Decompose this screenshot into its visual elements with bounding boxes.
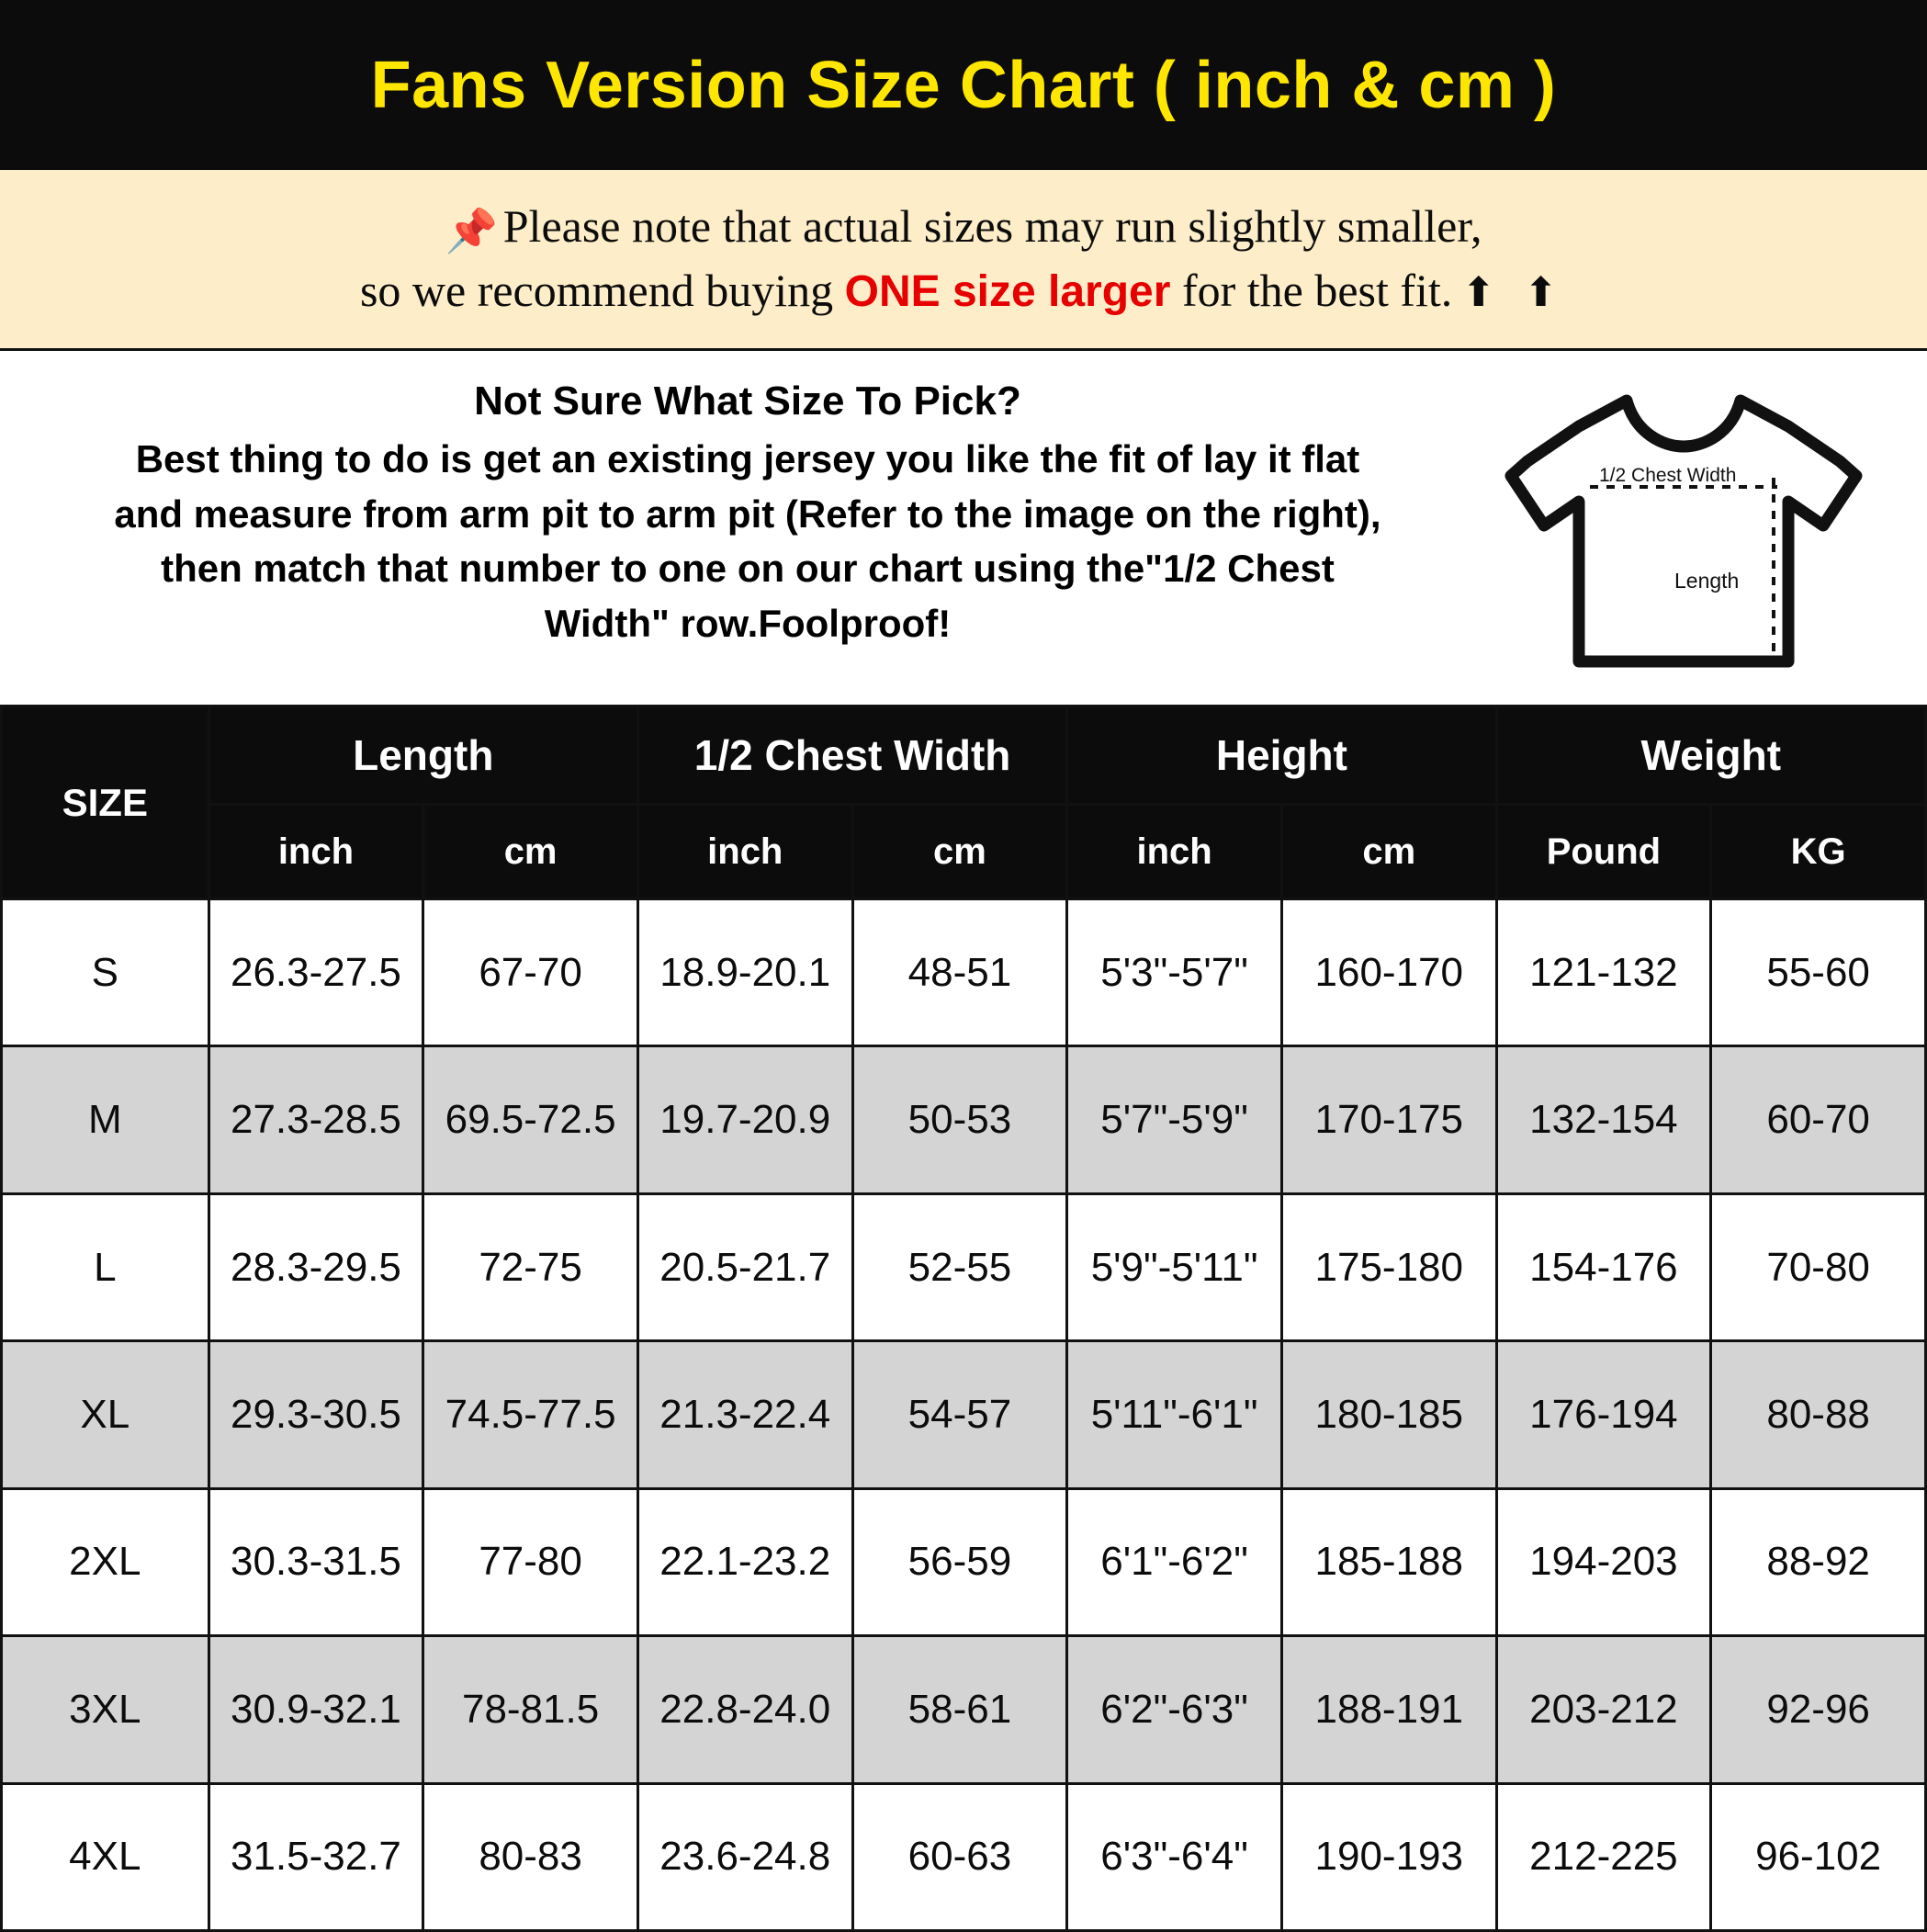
cell-length-inch: 29.3-30.5	[208, 1341, 423, 1488]
cell-height-cm: 180-185	[1281, 1341, 1496, 1488]
cell-chest-cm: 48-51	[852, 899, 1067, 1046]
cell-length-cm: 74.5-77.5	[423, 1341, 638, 1488]
cell-weight-kg: 88-92	[1711, 1488, 1926, 1635]
cell-weight-kg: 80-88	[1711, 1341, 1926, 1488]
cell-weight-kg: 96-102	[1711, 1783, 1926, 1930]
cell-weight-pound: 176-194	[1496, 1341, 1711, 1488]
cell-height-inch: 5'11"-6'1"	[1067, 1341, 1282, 1488]
table-row	[2, 1193, 1926, 1340]
cell-height-inch: 5'9"-5'11"	[1067, 1193, 1282, 1340]
cell-length-inch: 31.5-32.7	[208, 1783, 423, 1930]
header-height-inch: inch	[1067, 805, 1282, 899]
cell-chest-cm: 50-53	[852, 1046, 1067, 1193]
cell-size: S	[2, 899, 209, 1046]
note-banner	[0, 170, 1927, 351]
cell-weight-kg: 60-70	[1711, 1046, 1926, 1193]
cell-size: 3XL	[2, 1636, 209, 1783]
note-accent: ONE size larger	[844, 266, 1171, 316]
cell-length-cm: 72-75	[423, 1193, 638, 1340]
header-group-chest-width: 1/2 Chest Width	[637, 706, 1066, 805]
cell-weight-pound: 203-212	[1496, 1636, 1711, 1783]
cell-chest-inch: 19.7-20.9	[637, 1046, 852, 1193]
table-row	[2, 1046, 1926, 1193]
cell-chest-inch: 20.5-21.7	[637, 1193, 852, 1340]
note-line-2	[37, 260, 1890, 321]
cell-length-inch: 28.3-29.5	[208, 1193, 423, 1340]
cell-height-cm: 190-193	[1281, 1783, 1496, 1930]
cell-weight-pound: 121-132	[1496, 899, 1711, 1046]
cell-length-cm: 67-70	[423, 899, 638, 1046]
cell-weight-kg: 55-60	[1711, 899, 1926, 1046]
cell-length-inch: 30.3-31.5	[208, 1488, 423, 1635]
title-bar	[0, 0, 1927, 170]
cell-chest-inch: 21.3-22.4	[637, 1341, 852, 1488]
cell-size: 2XL	[2, 1488, 209, 1635]
cell-height-cm: 175-180	[1281, 1193, 1496, 1340]
header-chest-cm: cm	[852, 805, 1067, 899]
t-shirt-icon	[1491, 380, 1876, 684]
advice-text-block	[28, 371, 1468, 651]
advice-line-3: then match that number to one on our chart using the"1/2 Chest	[161, 547, 1335, 591]
header-length-cm: cm	[423, 805, 638, 899]
cell-chest-cm: 60-63	[852, 1783, 1067, 1930]
chest-width-label: 1/2 Chest Width	[1599, 465, 1737, 487]
cell-size: 4XL	[2, 1783, 209, 1930]
advice-line-1: Best thing to do is get an existing jersey you like the fit of lay it flat	[135, 437, 1360, 481]
cell-length-inch: 26.3-27.5	[208, 899, 423, 1046]
header-size: SIZE	[2, 706, 209, 899]
size-table	[0, 705, 1927, 1932]
cell-weight-pound: 194-203	[1496, 1488, 1711, 1635]
note-text-2-before: so we recommend buying	[359, 264, 845, 316]
table-body	[2, 899, 1926, 1931]
header-weight-kg: KG	[1711, 805, 1926, 899]
header-group-height: Height	[1067, 706, 1496, 805]
advice-section	[0, 351, 1927, 705]
cell-height-cm: 170-175	[1281, 1046, 1496, 1193]
cell-height-inch: 5'7"-5'9"	[1067, 1046, 1282, 1193]
cell-height-inch: 6'2"-6'3"	[1067, 1636, 1282, 1783]
note-text-1: Please note that actual sizes may run slightly smaller,	[502, 200, 1482, 252]
cell-weight-kg: 92-96	[1711, 1636, 1926, 1783]
tshirt-diagram	[1468, 371, 1899, 684]
cell-length-inch: 27.3-28.5	[208, 1046, 423, 1193]
header-length-inch: inch	[208, 805, 423, 899]
header-chest-inch: inch	[637, 805, 852, 899]
cell-size: L	[2, 1193, 209, 1340]
cell-length-cm: 69.5-72.5	[423, 1046, 638, 1193]
note-text-2-after: for the best fit.	[1170, 264, 1453, 316]
cell-length-inch: 30.9-32.1	[208, 1636, 423, 1783]
cell-chest-inch: 22.8-24.0	[637, 1636, 852, 1783]
cell-height-cm: 185-188	[1281, 1488, 1496, 1635]
table-row	[2, 1636, 1926, 1783]
advice-line-2: and measure from arm pit to arm pit (Refer to the image on the right),	[114, 491, 1381, 536]
page-title: Fans Version Size Chart ( inch & cm )	[370, 48, 1557, 122]
cell-size: M	[2, 1046, 209, 1193]
advice-line-4: Width" row.Foolproof!	[544, 601, 952, 645]
note-line-1	[37, 196, 1890, 260]
cell-height-cm: 188-191	[1281, 1636, 1496, 1783]
cell-weight-pound: 154-176	[1496, 1193, 1711, 1340]
header-group-weight: Weight	[1496, 706, 1925, 805]
cell-chest-inch: 18.9-20.1	[637, 899, 852, 1046]
cell-chest-cm: 56-59	[852, 1488, 1067, 1635]
cell-height-inch: 5'3"-5'7"	[1067, 899, 1282, 1046]
up-arrows-icon: ⬆ ⬆	[1461, 269, 1568, 315]
table-row	[2, 1783, 1926, 1930]
cell-chest-cm: 54-57	[852, 1341, 1067, 1488]
advice-heading: Not Sure What Size To Pick?	[474, 378, 1021, 424]
cell-chest-cm: 58-61	[852, 1636, 1067, 1783]
cell-length-cm: 78-81.5	[423, 1636, 638, 1783]
cell-length-cm: 77-80	[423, 1488, 638, 1635]
cell-chest-inch: 22.1-23.2	[637, 1488, 852, 1635]
pushpin-icon: 📌	[445, 208, 498, 254]
cell-weight-pound: 132-154	[1496, 1046, 1711, 1193]
cell-height-inch: 6'3"-6'4"	[1067, 1783, 1282, 1930]
table-header-row-units	[2, 805, 1926, 899]
table-row	[2, 1488, 1926, 1635]
table-header-row-groups	[2, 706, 1926, 805]
cell-length-cm: 80-83	[423, 1783, 638, 1930]
table-row	[2, 899, 1926, 1046]
table-row	[2, 1341, 1926, 1488]
cell-size: XL	[2, 1341, 209, 1488]
length-label: Length	[1674, 569, 1740, 593]
cell-weight-pound: 212-225	[1496, 1783, 1711, 1930]
header-group-length: Length	[208, 706, 637, 805]
table-header	[2, 706, 1926, 899]
cell-weight-kg: 70-80	[1711, 1193, 1926, 1340]
cell-chest-inch: 23.6-24.8	[637, 1783, 852, 1930]
header-height-cm: cm	[1281, 805, 1496, 899]
cell-height-cm: 160-170	[1281, 899, 1496, 1046]
header-weight-pound: Pound	[1496, 805, 1711, 899]
cell-height-inch: 6'1"-6'2"	[1067, 1488, 1282, 1635]
cell-chest-cm: 52-55	[852, 1193, 1067, 1340]
